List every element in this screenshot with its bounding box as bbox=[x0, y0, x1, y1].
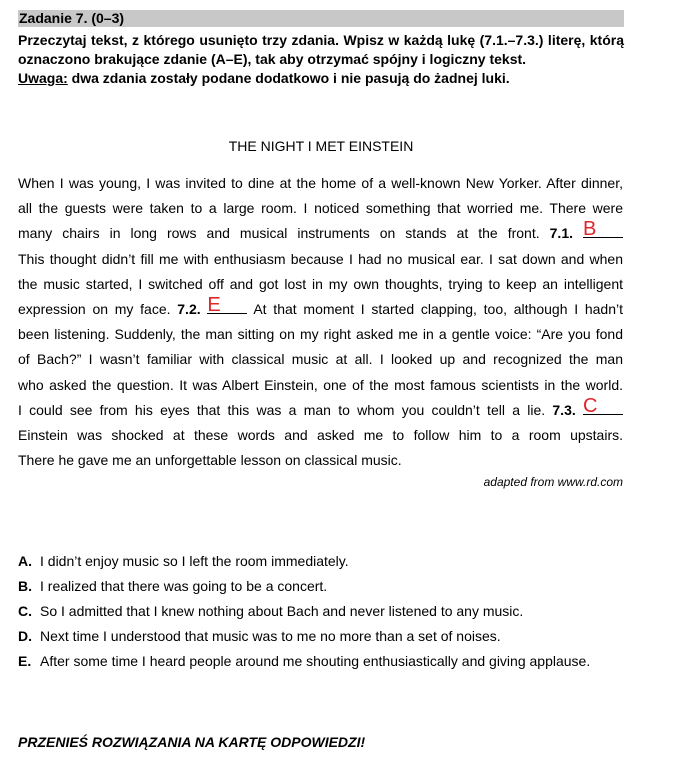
story-line-text: At that moment I started clapping, too, although I hadn’t bbox=[253, 300, 623, 317]
story-line: There he gave me an unforgettable lesson on classical music. bbox=[18, 452, 402, 469]
task-title: Zadanie 7. (0–3) bbox=[19, 10, 125, 26]
option-b bbox=[18, 574, 638, 599]
story-text bbox=[18, 171, 623, 473]
gap-1-answer: B bbox=[583, 218, 597, 241]
gap-3-label: 7.3. bbox=[552, 401, 576, 418]
gap-3-answer: C bbox=[583, 394, 598, 417]
gap-1-label: 7.1. bbox=[549, 225, 573, 242]
story-line-text: I could see from his eyes that this was a man to whom you couldn’t tell a lie. bbox=[18, 401, 546, 418]
option-letter: C. bbox=[18, 603, 32, 619]
option-letter: E. bbox=[18, 653, 32, 669]
task-instructions bbox=[18, 31, 624, 88]
gap-3-blank[interactable] bbox=[583, 394, 623, 417]
story-line: been listening. Suddenly, the man sitting on my right asked me in a gentle voice: “Are you fond bbox=[18, 326, 623, 343]
option-text: After some time I heard people around me shouting enthusiastically and giving applause. bbox=[40, 653, 591, 669]
story-line-text: many chairs in long rows and musical instruments on stands at the front. bbox=[18, 225, 540, 242]
gap-2-blank[interactable] bbox=[207, 293, 247, 316]
option-letter: D. bbox=[18, 628, 32, 644]
story-line: the music started, I switched off and got lost in my own thoughts, trying to keep an intelligent bbox=[18, 275, 623, 292]
footer-instruction: PRZENIEŚ ROZWIĄZANIA NA KARTĘ ODPOWIEDZI! bbox=[18, 734, 366, 750]
story-line bbox=[18, 394, 623, 423]
option-e bbox=[18, 649, 638, 674]
option-d bbox=[18, 624, 638, 649]
story-line: This thought didn’t fill me with enthusiasm because I had no musical ear. I sat down and when bbox=[18, 250, 623, 267]
option-letter: B. bbox=[18, 578, 32, 594]
story-title: THE NIGHT I MET EINSTEIN bbox=[228, 138, 414, 154]
story-line bbox=[18, 218, 623, 246]
answer-options bbox=[18, 549, 638, 674]
option-text: I realized that there was going to be a concert. bbox=[40, 578, 328, 594]
gap-1-blank[interactable] bbox=[583, 218, 623, 241]
story-line bbox=[18, 293, 623, 322]
option-a bbox=[18, 549, 638, 574]
story-line: all the guests were taken to a large room. I noticed something that worried me. There were bbox=[18, 200, 623, 217]
note-label: Uwaga: bbox=[18, 70, 68, 86]
option-letter: A. bbox=[18, 553, 32, 569]
option-text: I didn’t enjoy music so I left the room immediately. bbox=[40, 553, 349, 569]
story-line: When I was young, I was invited to dine at the home of a well-known New Yorker. After dinner, bbox=[18, 175, 623, 191]
instructions-text: Przeczytaj tekst, z którego usunięto trzy zdania. Wpisz w każdą lukę (7.1.–7.3.) literę, którą oznaczono brakujące zdanie (A–E), tak aby otrzymać spójny i logiczny tekst. bbox=[18, 32, 624, 67]
option-c bbox=[18, 599, 638, 624]
option-text: Next time I understood that music was to me no more than a set of noises. bbox=[40, 628, 501, 644]
source-attribution: adapted from www.rd.com bbox=[483, 475, 623, 489]
story-line-text: expression on my face. bbox=[18, 300, 171, 317]
task-header bbox=[18, 10, 624, 27]
instructions-paragraph bbox=[18, 31, 624, 88]
gap-2-label: 7.2. bbox=[177, 300, 201, 317]
gap-2-answer: E bbox=[207, 293, 221, 316]
story-line: who asked the question. It was Albert Einstein, one of the most famous scientists in the world. bbox=[18, 376, 623, 393]
note-text: dwa zdania zostały podane dodatkowo i nie pasują do żadnej luki. bbox=[67, 70, 510, 86]
story-line: of Bach?” I wasn’t familiar with classical music at all. I looked up and recognized the man bbox=[18, 351, 623, 368]
story-line: Einstein was shocked at these words and asked me to follow him to a room upstairs. bbox=[18, 426, 623, 443]
option-text: So I admitted that I knew nothing about Bach and never listened to any music. bbox=[40, 603, 524, 619]
